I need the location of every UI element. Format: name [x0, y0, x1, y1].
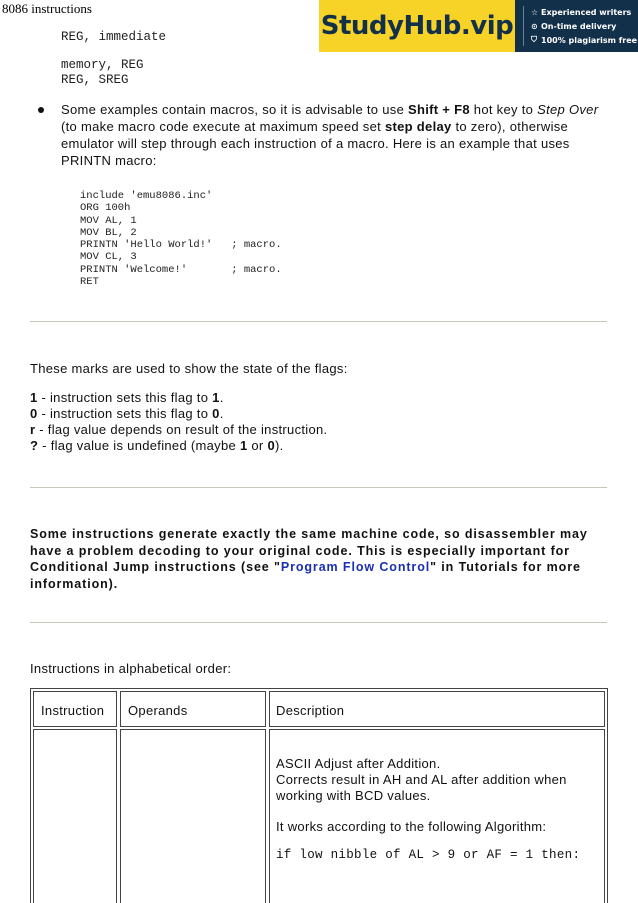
- operand-line: REG, SREG: [61, 73, 129, 87]
- operand-line: REG, immediate: [61, 30, 167, 44]
- header-cell-description: Description: [269, 691, 605, 727]
- flags-legend: [30, 390, 610, 454]
- star-icon: ☆: [531, 7, 539, 17]
- flags-intro: These marks are used to show the state of the flags:: [30, 361, 348, 376]
- banner-divider: [523, 6, 524, 46]
- clock-icon: ⊙: [531, 21, 538, 31]
- code-line: MOV BL, 2: [80, 226, 137, 239]
- code-line: MOV CL, 3: [80, 251, 137, 264]
- flag-item: 1 - instruction sets this flag to 1.: [30, 390, 224, 405]
- operand-line: memory, REG: [61, 58, 144, 72]
- banner-features: [531, 5, 637, 47]
- code-line: PRINTN 'Welcome!' ; macro.: [80, 263, 282, 276]
- divider: [30, 321, 607, 322]
- header-cell-instruction: Instruction: [33, 691, 117, 727]
- aaa-description: ASCII Adjust after Addition. Corrects result in AH and AL after addition when working with BCD values. It works according to the following Algorithm: if low nibble of AL > 9 or AF = 1 then:: [276, 756, 596, 863]
- flag-item: 0 - instruction sets this flag to 0.: [30, 406, 224, 421]
- divider: [30, 622, 607, 623]
- code-line: ORG 100h: [80, 202, 131, 215]
- bullet-icon: [38, 107, 44, 113]
- program-flow-control-link[interactable]: Program Flow Control: [280, 560, 431, 574]
- algorithm-code: if low nibble of AL > 9 or AF = 1 then:: [276, 848, 581, 862]
- code-line: RET: [80, 276, 99, 289]
- bullet-text: Some examples contain macros, so it is advisable to use Shift + F8 hot key to Step Over (to make macro code execute at maximum speed set step delay to zero), otherwise emulator will step through each instruction of a macro. Here is an example that uses PRINTN macro:: [61, 102, 599, 168]
- code-example: [80, 190, 282, 288]
- studyhub-logo: StudyHub.vip: [319, 0, 515, 52]
- code-line: MOV AL, 1: [80, 214, 137, 227]
- code-line: include 'emu8086.inc': [80, 190, 213, 202]
- studyhub-banner[interactable]: [319, 0, 638, 52]
- banner-feature: ⊙ On-time delivery: [531, 21, 617, 31]
- flag-item: ? - flag value is undefined (maybe 1 or 0).: [30, 438, 284, 453]
- shield-icon: ⛉: [531, 35, 537, 44]
- code-line: PRINTN 'Hello World!' ; macro.: [80, 239, 282, 252]
- flag-item: r - flag value depends on result of the instruction.: [30, 422, 328, 437]
- disassembler-warning: Some instructions generate exactly the same machine code, so disassembler may have a problem decoding to your original code. This is especially important for Conditional Jump instructions (see "Program Flow Control" in Tutorials for more information).: [30, 527, 588, 591]
- instruction-cell: [33, 729, 117, 903]
- divider: [30, 487, 607, 488]
- operands-cell: [120, 729, 266, 903]
- document-title: 8086 instructions: [2, 1, 92, 16]
- banner-feature: ☆ Experienced writers: [531, 7, 632, 17]
- banner-feature: ⛉ 100% plagiarism free: [531, 35, 638, 45]
- header-cell-operands: Operands: [120, 691, 266, 727]
- alphabetical-heading: Instructions in alphabetical order:: [30, 661, 232, 676]
